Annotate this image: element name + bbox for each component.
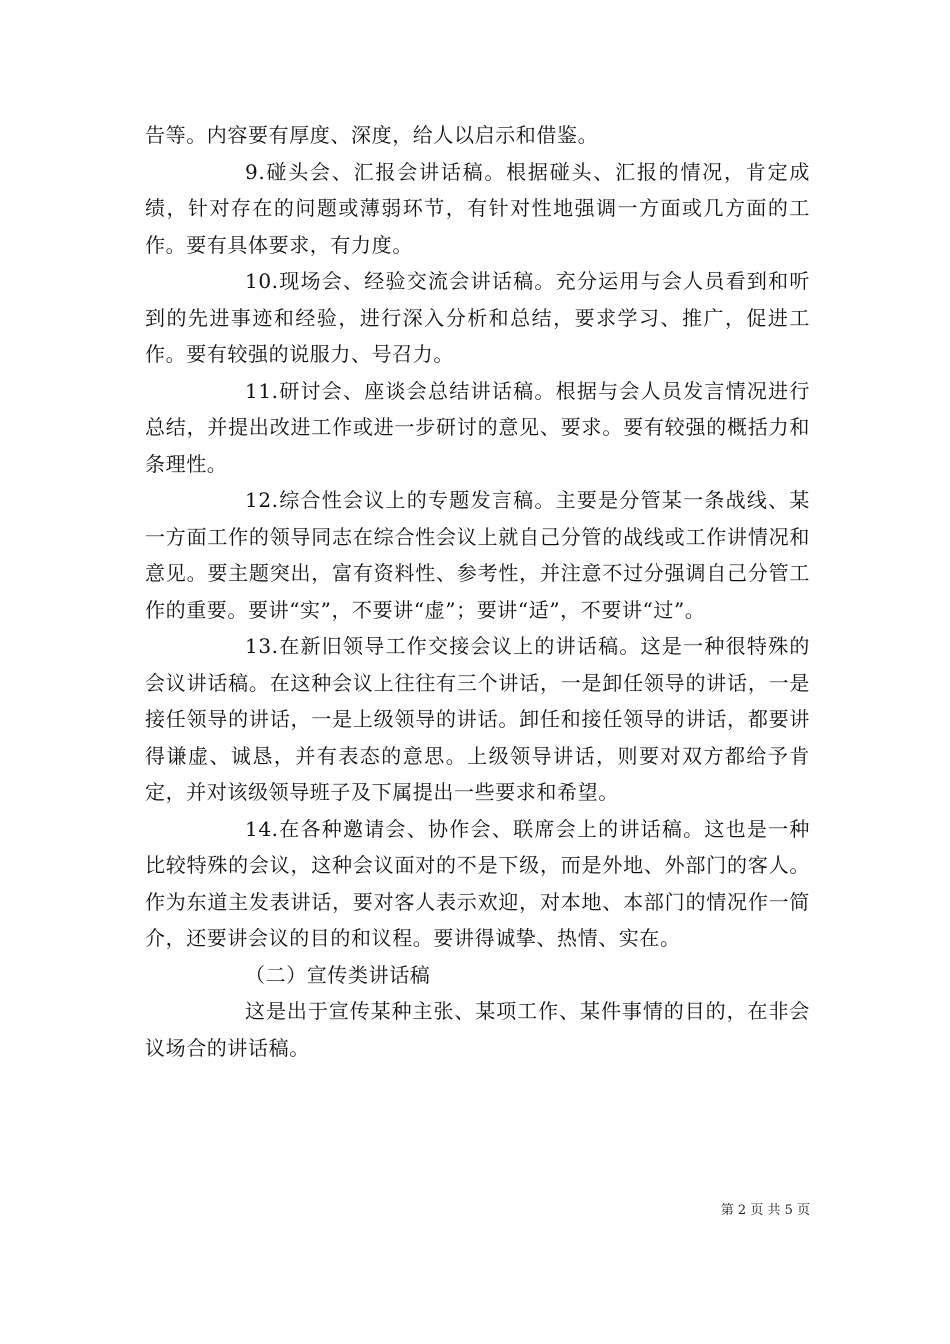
section-heading: （二）宣传类讲话稿: [245, 962, 431, 987]
paragraph-continuation: 告等。内容要有厚度、深度，给人以启示和借鉴。: [145, 123, 599, 147]
document-body: [145, 117, 810, 1066]
page-number: 第 2 页 共 5 页: [720, 1203, 810, 1218]
paragraph-item-13: 13.在新旧领导工作交接会议上的讲话稿。这是一种很特殊的会议讲话稿。在这种会议上往往有三个讲话，一是卸任领导的讲话，一是接任领导的讲话，一是上级领导的讲话。卸任和接任领导的讲话，都要讲得谦虚、诚恳，并有表态的意思。上级领导讲话，则要对双方都给予肯定，并对该级领导班子及下属提出一些要求和希望。: [145, 634, 810, 804]
paragraph-section-intro: 这是出于宣传某种主张、某项工作、某件事情的目的，在非会议场合的讲话稿。: [145, 999, 810, 1060]
paragraph-item-10: 10.现场会、经验交流会讲话稿。充分运用与会人员看到和听到的先进事迹和经验，进行深入分析和总结，要求学习、推广，促进工作。要有较强的说服力、号召力。: [145, 269, 810, 366]
paragraph-item-12: 12.综合性会议上的专题发言稿。主要是分管某一条战线、某一方面工作的领导同志在综合性会议上就自己分管的战线或工作讲情况和意见。要主题突出，富有资料性、参考性，并注意不过分强调自己分管工作的重要。要讲“实”，不要讲“虚”；要讲“适”，不要讲“过”。: [145, 488, 810, 622]
paragraph-item-11: 11.研讨会、座谈会总结讲话稿。根据与会人员发言情况进行总结，并提出改进工作或进一步研讨的意见、要求。要有较强的概括力和条理性。: [145, 378, 810, 476]
paragraph-item-14: 14.在各种邀请会、协作会、联席会上的讲话稿。这也是一种比较特殊的会议，这种会议面对的不是下级，而是外地、外部门的客人。作为东道主发表讲话，要对客人表示欢迎，对本地、本部门的情况作一简介，还要讲会议的目的和议程。要讲得诚挚、热情、实在。: [145, 816, 810, 950]
paragraph-item-9: 9.碰头会、汇报会讲话稿。根据碰头、汇报的情况，肯定成绩，针对存在的问题或薄弱环节，有针对性地强调一方面或几方面的工作。要有具体要求，有力度。: [145, 159, 810, 257]
